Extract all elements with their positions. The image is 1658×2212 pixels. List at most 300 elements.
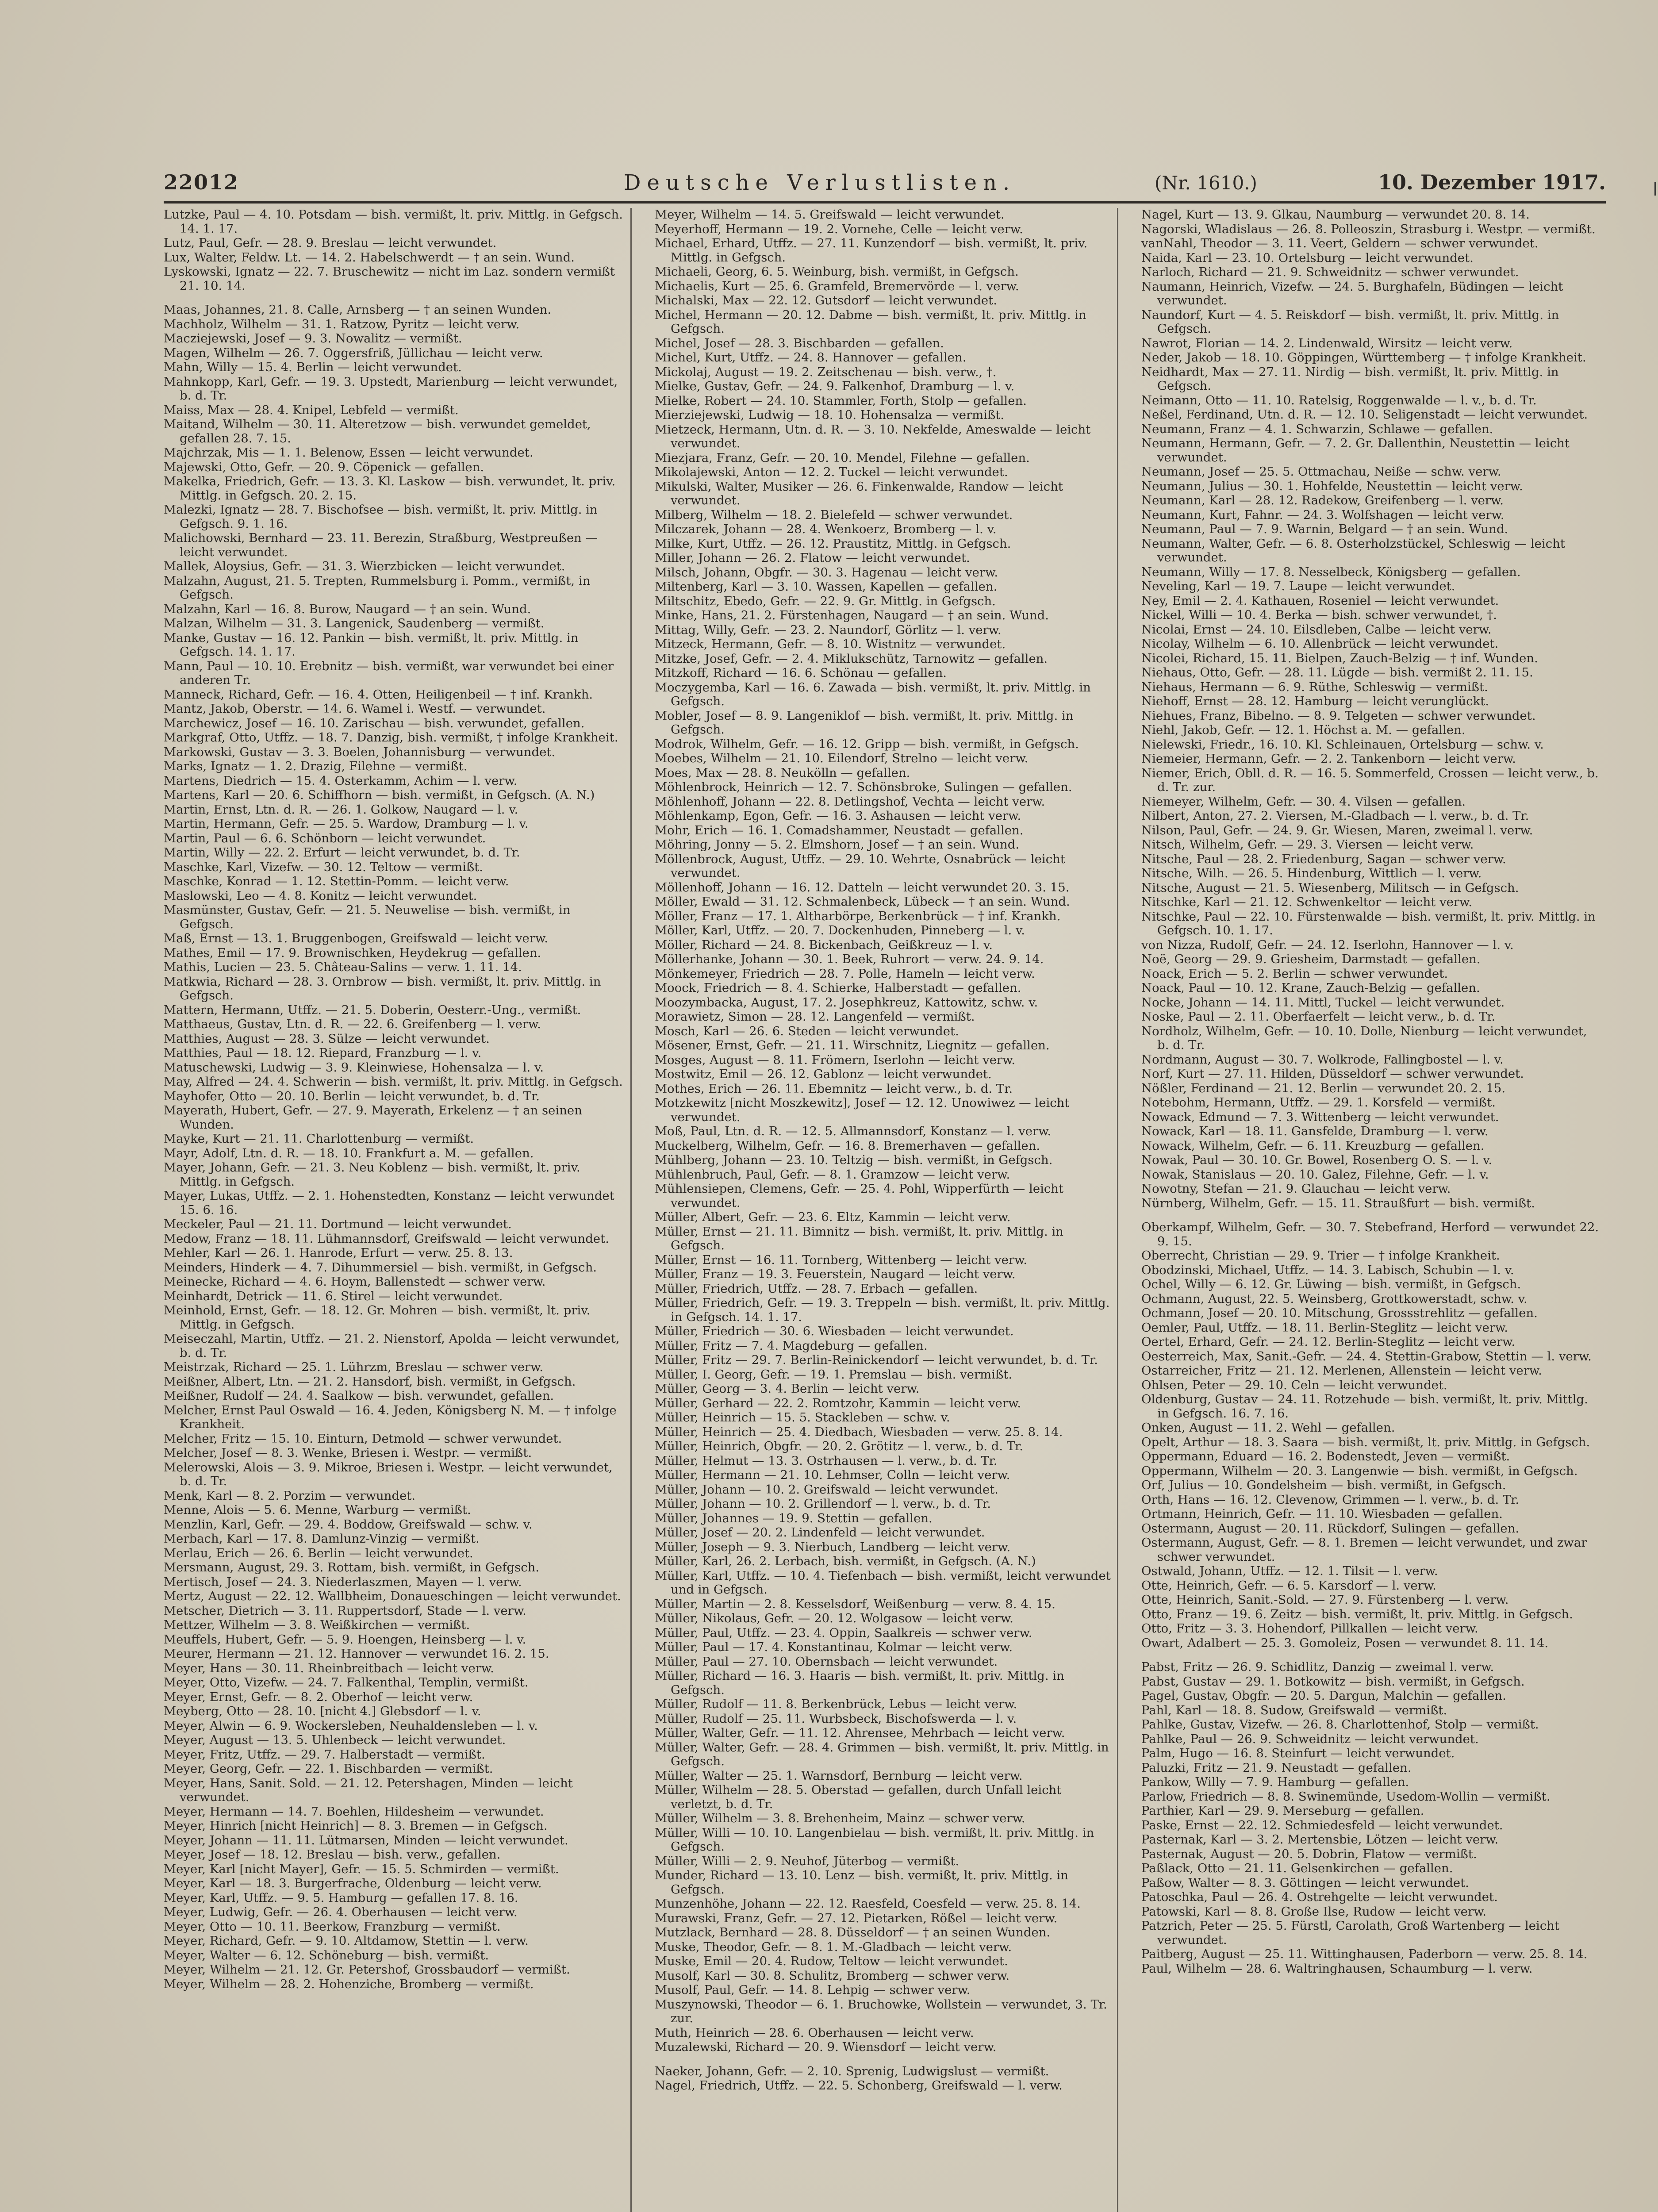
casualty-entry: Matthaeus, Gustav, Ltn. d. R. — 22. 6. Greifenberg — l. verw.: [164, 1017, 541, 1031]
casualty-entry: Oppermann, Eduard — 16. 2. Bodenstedt, Jeven — vermißt.: [1141, 1449, 1510, 1463]
casualty-entry: Naeker, Johann, Gefr. — 2. 10. Sprenig, Ludwigslust — vermißt.: [655, 2064, 1049, 2078]
page-header: [164, 170, 1606, 204]
casualty-entry: Müller, Gerhard — 22. 2. Romtzohr, Kammin — leicht verw.: [655, 1396, 1021, 1410]
casualty-entry: Naida, Karl — 23. 10. Ortelsburg — leicht verwundet.: [1141, 250, 1474, 265]
casualty-entry: Muckelberg, Wilhelm, Gefr. — 16. 8. Bremerhaven — gefallen.: [655, 1138, 1040, 1153]
casualty-entry: Mosges, August — 8. 11. Frömern, Iserlohn — leicht verw.: [655, 1052, 1016, 1067]
casualty-entry: Mallek, Aloysius, Gefr. — 31. 3. Wierzbicken — leicht verwundet.: [164, 559, 565, 573]
casualty-entry: Müller, Heinrich — 15. 5. Stackleben — schw. v.: [655, 1410, 950, 1425]
casualty-entry: Ochmann, August, 22. 5. Weinsberg, Grottkowerstadt, schw. v.: [1141, 1291, 1528, 1306]
casualty-entry: Meißner, Rudolf — 24. 4. Saalkow — bish. verwundet, gefallen.: [164, 1389, 554, 1403]
page-number: 22012: [164, 170, 239, 194]
casualty-entry: Möllenhoff, Johann — 16. 12. Datteln — leicht verwundet 20. 3. 15.: [655, 880, 1070, 895]
casualty-entry: Müller, I. Georg, Gefr. — 19. 1. Premslau — bish. vermißt.: [655, 1367, 1013, 1382]
casualty-entry: Pahl, Karl — 18. 8. Sudow, Greifswald — vermißt.: [1141, 1703, 1447, 1717]
casualty-entry: Möller, Ewald — 31. 12. Schmalenbeck, Lübeck — † an sein. Wund.: [655, 895, 1070, 909]
casualty-entry: Orf, Julius — 10. Gondelsheim — bish. vermißt, in Gefgsch.: [1141, 1478, 1506, 1492]
casualty-entry: Meyer, Josef — 18. 12. Breslau — bish. verw., gefallen.: [164, 1847, 501, 1862]
section-gap: [164, 293, 624, 303]
casualty-entry: Möller, Karl, Utffz. — 20. 7. Dockenhuden, Pinneberg — l. v.: [655, 923, 1025, 937]
casualty-entry: Oldenburg, Gustav — 24. 11. Rotzehude — bish. vermißt, lt. priv. Mittlg. in Gefgsch. 16. 7. 16.: [1141, 1392, 1588, 1421]
casualty-entry: Möhlenbrock, Heinrich — 12. 7. Schönsbroke, Sulingen — gefallen.: [655, 780, 1072, 794]
casualty-entry: Mersmann, August, 29. 3. Rottam, bish. vermißt, in Gefgsch.: [164, 1560, 540, 1575]
casualty-entry: Mathis, Lucien — 23. 5. Château-Salins — verw. 1. 11. 14.: [164, 960, 522, 974]
casualty-entry: Meyer, Hans — 30. 11. Rheinbreitbach — leicht verw.: [164, 1661, 494, 1675]
casualty-entry: Nocke, Johann — 14. 11. Mittl, Tuckel — leicht verwundet.: [1141, 995, 1505, 1010]
casualty-entry: Patowski, Karl — 8. 8. Große Ilse, Rudow — leicht verw.: [1141, 1904, 1487, 1919]
casualty-entry: Neumann, Kurt, Fahnr. — 24. 3. Wolfshagen — leicht verw.: [1141, 507, 1504, 522]
casualty-entry: Munder, Richard — 13. 10. Lenz — bish. vermißt, lt. priv. Mittlg. in Gefgsch.: [655, 1868, 1068, 1897]
casualty-entry: Mobler, Josef — 8. 9. Langeniklof — bish. vermißt, lt. priv. Mittlg. in Gefgsch.: [655, 708, 1074, 737]
casualty-entry: Mattern, Hermann, Utffz. — 21. 5. Doberin, Oesterr.-Ung., vermißt.: [164, 1002, 581, 1017]
casualty-entry: Meißner, Albert, Ltn. — 21. 2. Hansdorf, bish. vermißt, in Gefgsch.: [164, 1374, 576, 1389]
casualty-entry: Müller, Josef — 20. 2. Lindenfeld — leicht verwundet.: [655, 1525, 985, 1540]
casualty-entry: Mothes, Erich — 26. 11. Ebemnitz — leicht verw., b. d. Tr.: [655, 1081, 1013, 1096]
casualty-entry: Mosch, Karl — 26. 6. Steden — leicht verwundet.: [655, 1024, 959, 1038]
casualty-entry: Meyer, Johann — 11. 11. Lütmarsen, Minden — leicht verwundet.: [164, 1833, 568, 1847]
casualty-entry: Noë, Georg — 29. 9. Griesheim, Darmstadt — gefallen.: [1141, 952, 1481, 966]
casualty-entry: Parthier, Karl — 29. 9. Merseburg — gefallen.: [1141, 1804, 1424, 1818]
casualty-entry: Nitschke, Karl — 21. 12. Schwenkeltor — leicht verw.: [1141, 895, 1473, 909]
casualty-entry: Maiss, Max — 28. 4. Knipel, Lebfeld — vermißt.: [164, 403, 459, 417]
casualty-entry: Möllenbrock, August, Utffz. — 29. 10. Wehrte, Osnabrück — leicht verwundet.: [655, 852, 1065, 880]
casualty-entry: Modrok, Wilhelm, Gefr. — 16. 12. Gripp — bish. vermißt, in Gefgsch.: [655, 737, 1079, 751]
casualty-entry: Paul, Wilhelm — 28. 6. Waltringhausen, Schaumburg — l. verw.: [1141, 1961, 1533, 1976]
casualty-entry: Mielke, Robert — 24. 10. Stammler, Forth, Stolp — gefallen.: [655, 393, 1027, 408]
casualty-entry: Malzahn, August, 21. 5. Trepten, Rummelsburg i. Pomm., vermißt, in Gefgsch.: [164, 573, 591, 602]
casualty-entry: Müller, Ernst — 21. 11. Bimnitz — bish. vermißt, lt. priv. Mittlg. in Gefgsch.: [655, 1224, 1063, 1252]
casualty-entry: Pabst, Gustav — 29. 1. Botkowitz — bish. vermißt, in Gefgsch.: [1141, 1674, 1525, 1689]
casualty-entry: Müller, Johann — 10. 2. Grillendorf — l. verw., b. d. Tr.: [655, 1497, 991, 1511]
casualty-entry: Müller, Fritz — 7. 4. Magdeburg — gefallen.: [655, 1338, 928, 1353]
casualty-entry: Magen, Wilhelm — 26. 7. Oggersfriß, Jüllichau — leicht verw.: [164, 346, 543, 360]
casualty-entry: Paßow, Walter — 8. 3. Göttingen — leicht verwundet.: [1141, 1875, 1469, 1890]
casualty-entry: Muske, Theodor, Gefr. — 8. 1. M.-Gladbach — leicht verw.: [655, 1939, 1012, 1954]
casualty-entry: Matthies, August — 28. 3. Sülze — leicht verwundet.: [164, 1031, 490, 1046]
casualty-entry: Medow, Franz — 18. 11. Lühmannsdorf, Greifswald — leicht verwundet.: [164, 1231, 609, 1246]
casualty-entry: Meiseczahl, Martin, Utffz. — 21. 2. Nienstorf, Apolda — leicht verwundet, b. d. Tr.: [164, 1332, 620, 1360]
casualty-entry: Pahlke, Gustav, Vizefw. — 26. 8. Charlottenhof, Stolp — vermißt.: [1141, 1717, 1539, 1732]
casualty-entry: vanNahl, Theodor — 3. 11. Veert, Geldern — schwer verwundet.: [1141, 236, 1539, 250]
casualty-entry: Meyer, Hans, Sanit. Sold. — 21. 12. Petershagen, Minden — leicht verwundet.: [164, 1776, 573, 1804]
casualty-entry: Ostermann, August — 20. 11. Rückdorf, Sulingen — gefallen.: [1141, 1521, 1520, 1536]
casualty-entry: Meuffels, Hubert, Gefr. — 5. 9. Hoengen, Heinsberg — l. v.: [164, 1632, 526, 1647]
casualty-entry: Müller, Friedrich — 30. 6. Wiesbaden — leicht verwundet.: [655, 1324, 1014, 1338]
casualty-entry: Nagel, Friedrich, Utffz. — 22. 5. Schonberg, Greifswald — l. verw.: [655, 2078, 1063, 2093]
casualty-entry: Nitsche, Wilh. — 26. 5. Hindenburg, Wittlich — l. verw.: [1141, 866, 1482, 880]
casualty-entry: Müller, Franz — 19. 3. Feuerstein, Naugard — leicht verw.: [655, 1267, 1016, 1281]
casualty-entry: Masmünster, Gustav, Gefr. — 21. 5. Neuwelise — bish. vermißt, in Gefgsch.: [164, 903, 571, 931]
casualty-entry: Miltenberg, Karl — 3. 10. Wassen, Kapellen — gefallen.: [655, 580, 998, 594]
casualty-entry: Owart, Adalbert — 25. 3. Gomoleiz, Posen — verwundet 8. 11. 14.: [1141, 1636, 1549, 1650]
casualty-entry: Mayer, Lukas, Utffz. — 2. 1. Hohenstedten, Konstanz — leicht verwundet 15. 6. 16.: [164, 1189, 614, 1217]
casualty-entry: Muzalewski, Richard — 20. 9. Wiensdorf — leicht verw.: [655, 2040, 997, 2054]
casualty-entry: Müller, Rudolf — 11. 8. Berkenbrück, Lebus — leicht verw.: [655, 1697, 1017, 1711]
casualty-entry: Meyer, Richard, Gefr. — 9. 10. Altdamow, Stettin — l. verw.: [164, 1934, 529, 1948]
casualty-entry: Michel, Kurt, Utffz. — 24. 8. Hannover — gefallen.: [655, 350, 967, 365]
casualty-entry: Nitsche, August — 21. 5. Wiesenberg, Militsch — in Gefgsch.: [1141, 880, 1519, 895]
casualty-entry: Menzlin, Karl, Gefr. — 29. 4. Boddow, Greifswald — schw. v.: [164, 1517, 533, 1532]
casualty-entry: Neßel, Ferdinand, Utn. d. R. — 12. 10. Seligenstadt — leicht verwundet.: [1141, 407, 1588, 422]
casualty-entry: Müller, Martin — 2. 8. Kesselsdorf, Weißenburg — verw. 8. 4. 15.: [655, 1597, 1055, 1611]
casualty-entry: May, Alfred — 24. 4. Schwerin — bish. vermißt, lt. priv. Mittlg. in Gefgsch.: [164, 1075, 623, 1089]
casualty-entry: Muth, Heinrich — 28. 6. Oberhausen — leicht verw.: [655, 2025, 974, 2040]
casualty-entry: Ortmann, Heinrich, Gefr. — 11. 10. Wiesbaden — gefallen.: [1141, 1507, 1503, 1521]
casualty-entry: Nicolei, Richard, 15. 11. Bielpen, Zauch-Belzig — † inf. Wunden.: [1141, 651, 1538, 665]
casualty-entry: Minke, Hans, 21. 2. Fürstenhagen, Naugard — † an sein. Wund.: [655, 608, 1049, 622]
casualty-entry: Macziejewski, Josef — 9. 3. Nowalitz — vermißt.: [164, 331, 462, 346]
casualty-entry: Meyer, Karl — 18. 3. Burgerfrache, Oldenburg — leicht verw.: [164, 1876, 542, 1890]
casualty-entry: Maitand, Wilhelm — 30. 11. Alteretzow — bish. verwundet gemeldet, gefallen 28. 7. 15.: [164, 417, 591, 445]
casualty-entry: Nitschke, Paul — 22. 10. Fürstenwalde — bish. vermißt, lt. priv. Mittlg. in Gefgsch. 10. 1. 17.: [1141, 909, 1596, 937]
casualty-entry: Lutzke, Paul — 4. 10. Potsdam — bish. vermißt, lt. priv. Mittlg. in Gefgsch. 14. 1. 17.: [164, 208, 623, 236]
casualty-entry: Nitsch, Wilhelm, Gefr. — 29. 3. Viersen — leicht verw.: [1141, 837, 1474, 852]
casualty-entry: Meyer, Hinrich [nicht Heinrich] — 8. 3. Bremen — in Gefgsch.: [164, 1819, 548, 1833]
casualty-entry: Niehoff, Ernst — 28. 12. Hamburg — leicht verunglückt.: [1141, 694, 1489, 708]
casualty-entry: Manke, Gustav — 16. 12. Pankin — bish. vermißt, lt. priv. Mittlg. in Gefgsch. 14. 1. 17.: [164, 630, 579, 659]
casualty-entry: Meinders, Hinderk — 4. 7. Dihummersiel — bish. vermißt, in Gefgsch.: [164, 1260, 597, 1275]
casualty-entry: Michaeli, Georg, 6. 5. Weinburg, bish. vermißt, in Gefgsch.: [655, 265, 1019, 279]
casualty-entry: Munzenhöhe, Johann — 22. 12. Raesfeld, Coesfeld — verw. 25. 8. 14.: [655, 1897, 1081, 1911]
casualty-entry: Neumann, Julius — 30. 1. Hohfelde, Neustettin — leicht verw.: [1141, 479, 1523, 493]
casualty-entry: Lyskowski, Ignatz — 22. 7. Bruschewitz — nicht im Laz. sondern vermißt 21. 10. 14.: [164, 265, 615, 293]
casualty-entry: Michael, Erhard, Utffz. — 27. 11. Kunzendorf — bish. vermißt, lt. priv. Mittlg. in Gefgsch.: [655, 236, 1088, 265]
casualty-entry: Meinhardt, Detrick — 11. 6. Stirel — leicht verwundet.: [164, 1289, 503, 1303]
casualty-entry: Müller, Helmut — 13. 3. Ostrhausen — l. verw., b. d. Tr.: [655, 1453, 998, 1468]
casualty-entry: Michalski, Max — 22. 12. Gutsdorf — leicht verwundet.: [655, 293, 997, 307]
casualty-entry: Moozymbacka, August, 17. 2. Josephkreuz, Kattowitz, schw. v.: [655, 995, 1038, 1010]
casualty-entry: Malezki, Ignatz — 28. 7. Bischofsee — bish. vermißt, lt. priv. Mittlg. in Gefgsch. 9. 1. 16.: [164, 503, 598, 531]
casualty-entry: Otto, Fritz — 3. 3. Hohendorf, Pillkallen — leicht verw.: [1141, 1621, 1478, 1636]
casualty-entry: Mathes, Emil — 17. 9. Brownischken, Heydekrug — gefallen.: [164, 945, 541, 960]
casualty-entry: Mutzlack, Bernhard — 28. 8. Düsseldorf — † an seinen Wunden.: [655, 1925, 1051, 1939]
casualty-entry: Müller, Walter, Gefr. — 11. 12. Ahrensee, Mehrbach — leicht verw.: [655, 1726, 1065, 1740]
casualty-entry: Menk, Karl — 8. 2. Porzim — verwundet.: [164, 1488, 416, 1503]
casualty-entry: Niemeier, Hermann, Gefr. — 2. 2. Tankenborn — leicht verw.: [1141, 752, 1516, 766]
casualty-entry: Mostwitz, Emil — 26. 12. Gablonz — leicht verwundet.: [655, 1067, 992, 1081]
casualty-entry: Nößler, Ferdinand — 21. 12. Berlin — verwundet 20. 2. 15.: [1141, 1081, 1506, 1095]
casualty-entry: Malzahn, Karl — 16. 8. Burow, Naugard — † an sein. Wund.: [164, 602, 531, 616]
casualty-entry: Mühlenbruch, Paul, Gefr. — 8. 1. Gramzow — leicht verw.: [655, 1167, 1010, 1182]
casualty-entry: Maschke, Konrad — 1. 12. Stettin-Pomm. — leicht verw.: [164, 874, 509, 888]
casualty-entry: Müller, Albert, Gefr. — 23. 6. Eltz, Kammin — leicht verw.: [655, 1210, 1011, 1224]
casualty-entry: Niemer, Erich, Obll. d. R. — 16. 5. Sommerfeld, Crossen — leicht verw., b. d. Tr. zur.: [1141, 766, 1599, 794]
casualty-entry: von Nizza, Rudolf, Gefr. — 24. 12. Iserlohn, Hannover — l. v.: [1141, 937, 1514, 952]
casualty-entry: Meurer, Hermann — 21. 12. Hannover — verwundet 16. 2. 15.: [164, 1647, 549, 1661]
casualty-entry: Maß, Ernst — 13. 1. Bruggenbogen, Greifswald — leicht verw.: [164, 931, 548, 945]
casualty-entry: Matthies, Paul — 18. 12. Riepard, Franzburg — l. v.: [164, 1046, 482, 1060]
casualty-entry: Pahlke, Paul — 26. 9. Schweidnitz — leicht verwundet.: [1141, 1732, 1479, 1746]
casualty-entry: Nowack, Edmund — 7. 3. Wittenberg — leicht verwundet.: [1141, 1110, 1499, 1124]
casualty-entry: Nielewski, Friedr., 16. 10. Kl. Schleinauen, Ortelsburg — schw. v.: [1141, 737, 1544, 752]
casualty-entry: Oberkampf, Wilhelm, Gefr. — 30. 7. Stebefrand, Herford — verwundet 22. 9. 15.: [1141, 1220, 1599, 1248]
casualty-entry: Melcher, Fritz — 15. 10. Einturn, Detmold — schwer verwundet.: [164, 1431, 562, 1446]
casualty-entry: Meinecke, Richard — 4. 6. Hoym, Ballenstedt — schwer verw.: [164, 1275, 546, 1289]
casualty-entry: Meyer, Otto, Vizefw. — 24. 7. Falkenthal, Templin, vermißt.: [164, 1675, 529, 1690]
casualty-entry: Ostarreicher, Fritz — 21. 12. Merlenen, Allenstein — leicht verw.: [1141, 1363, 1542, 1378]
casualty-entry: Meinhold, Ernst, Gefr. — 18. 12. Gr. Mohren — bish. vermißt, lt. priv. Mittlg. in Gefgsch.: [164, 1303, 591, 1332]
casualty-entry: Mertisch, Josef — 24. 3. Niederlaszmen, Mayen — l. verw.: [164, 1575, 522, 1589]
casualty-entry: Mösener, Ernst, Gefr. — 21. 11. Wirschnitz, Liegnitz — gefallen.: [655, 1038, 1050, 1052]
casualty-entry: Mayhofer, Otto — 20. 10. Berlin — leicht verwundet, b. d. Tr.: [164, 1089, 540, 1103]
casualty-entry: Markgraf, Otto, Utffz. — 18. 7. Danzig, bish. vermißt, † infolge Krankheit.: [164, 730, 618, 745]
casualty-entry: Morawietz, Simon — 28. 12. Langenfeld — vermißt.: [655, 1010, 975, 1024]
column-2: [655, 208, 1115, 2212]
casualty-entry: Müller, Georg — 3. 4. Berlin — leicht verw.: [655, 1382, 920, 1396]
casualty-entry: Moß, Paul, Ltn. d. R. — 12. 5. Allmannsdorf, Konstanz — l. verw.: [655, 1124, 1052, 1138]
casualty-entry: Milke, Kurt, Utffz. — 26. 12. Praustitz, Mittlg. in Gefgsch.: [655, 536, 1011, 551]
casualty-entry: Maas, Johannes, 21. 8. Calle, Arnsberg — † an seinen Wunden.: [164, 303, 552, 317]
casualty-entry: Mantz, Jakob, Oberstr. — 14. 6. Wamel i. Westf. — verwundet.: [164, 702, 546, 716]
casualty-entry: Nilbert, Anton, 27. 2. Viersen, M.-Gladbach — l. verw., b. d. Tr.: [1141, 809, 1529, 823]
casualty-entry: Niehl, Jakob, Gefr. — 12. 1. Höchst a. M. — gefallen.: [1141, 723, 1466, 737]
casualty-entry: Nilson, Paul, Gefr. — 24. 9. Gr. Wiesen, Maren, zweimal l. verw.: [1141, 823, 1533, 837]
casualty-entry: Nowack, Karl — 18. 11. Gansfelde, Dramburg — l. verw.: [1141, 1124, 1489, 1138]
casualty-entry: Pankow, Willy — 7. 9. Hamburg — gefallen.: [1141, 1775, 1409, 1789]
casualty-entry: Onken, August — 11. 2. Wehl — gefallen.: [1141, 1421, 1395, 1435]
casualty-entry: Otte, Heinrich, Gefr. — 6. 5. Karsdorf — l. verw.: [1141, 1578, 1436, 1593]
casualty-entry: Ochel, Willy — 6. 12. Gr. Lüwing — bish. vermißt, in Gefgsch.: [1141, 1277, 1521, 1291]
casualty-entry: Müller, Ernst — 16. 11. Tornberg, Wittenberg — leicht verw.: [655, 1252, 1028, 1267]
casualty-entry: Paitberg, August — 25. 11. Wittinghausen, Paderborn — verw. 25. 8. 14.: [1141, 1947, 1588, 1961]
casualty-entry: Müller, Richard — 16. 3. Haaris — bish. vermißt, lt. priv. Mittlg. in Gefgsch.: [655, 1669, 1064, 1697]
casualty-entry: Niehues, Franz, Bibelno. — 8. 9. Telgeten — schwer verwundet.: [1141, 708, 1536, 723]
casualty-entry: Möller, Franz — 17. 1. Altharbörpe, Berkenbrück — † inf. Krankh.: [655, 909, 1061, 923]
casualty-entry: Marks, Ignatz — 1. 2. Drazig, Filehne — vermißt.: [164, 759, 468, 773]
section-gap: [655, 2055, 1115, 2065]
casualty-entry: Oberrecht, Christian — 29. 9. Trier — † infolge Krankheit.: [1141, 1248, 1500, 1263]
casualty-entry: Neveling, Karl — 19. 7. Laupe — leicht verwundet.: [1141, 579, 1455, 593]
casualty-entry: Palm, Hugo — 16. 8. Steinfurt — leicht verwundet.: [1141, 1746, 1455, 1760]
casualty-entry: Müller, Nikolaus, Gefr. — 20. 12. Wolgasow — leicht verw.: [655, 1611, 1013, 1625]
casualty-entry: Oppermann, Wilhelm — 20. 3. Langenwie — bish. vermißt, in Gefgsch.: [1141, 1463, 1578, 1478]
casualty-entry: Majchrzak, Mis — 1. 1. Belenow, Essen — leicht verwundet.: [164, 445, 533, 460]
casualty-entry: Paluzki, Fritz — 21. 9. Neustadt — gefallen.: [1141, 1760, 1412, 1775]
casualty-entry: Ochmann, Josef — 20. 10. Mitschung, Grossstrehlitz — gefallen.: [1141, 1306, 1538, 1320]
casualty-entry: Neimann, Otto — 11. 10. Ratelsig, Roggenwalde — l. v., b. d. Tr.: [1141, 393, 1537, 407]
casualty-columns: [164, 208, 1606, 2212]
casualty-entry: Möhlenkamp, Egon, Gefr. — 16. 3. Ashausen — leicht verw.: [655, 809, 1021, 823]
casualty-entry: Meistrzak, Richard — 25. 1. Lührzm, Breslau — schwer verw.: [164, 1360, 544, 1374]
casualty-entry: Neumann, Franz — 4. 1. Schwarzin, Schlawe — gefallen.: [1141, 422, 1493, 436]
casualty-entry: Lutz, Paul, Gefr. — 28. 9. Breslau — leicht verwundet.: [164, 236, 497, 250]
casualty-entry: Meyer, Wilhelm — 21. 12. Gr. Petershof, Grossbaudorf — vermißt.: [164, 1962, 570, 1977]
section-gap: [1141, 1211, 1601, 1221]
casualty-entry: Murawski, Franz, Gefr. — 27. 12. Pietarken, Rößel — leicht verw.: [655, 1911, 1058, 1925]
margin-mark: [1654, 182, 1656, 196]
casualty-entry: Meyer, August — 13. 5. Uhlenbeck — leicht verwundet.: [164, 1733, 506, 1747]
section-gap: [1141, 1651, 1601, 1660]
casualty-entry: Mehler, Karl — 26. 1. Hanrode, Erfurt — verw. 25. 8. 13.: [164, 1246, 513, 1260]
casualty-entry: Neder, Jakob — 18. 10. Göppingen, Württemberg — † infolge Krankheit.: [1141, 350, 1586, 365]
casualty-entry: Makelka, Friedrich, Gefr. — 13. 3. Kl. Laskow — bish. verwundet, lt. priv. Mittlg. in Gefgsch. 20. 2. 15.: [164, 474, 616, 503]
casualty-entry: Otte, Heinrich, Sanit.-Sold. — 27. 9. Fürstenberg — l. verw.: [1141, 1593, 1509, 1607]
casualty-entry: Pabst, Fritz — 26. 9. Schidlitz, Danzig — zweimal l. verw.: [1141, 1660, 1494, 1674]
casualty-entry: Parlow, Friedrich — 8. 8. Swinemünde, Usedom-Wollin — vermißt.: [1141, 1789, 1551, 1804]
casualty-entry: Otto, Franz — 19. 6. Zeitz — bish. vermißt, lt. priv. Mittlg. in Gefgsch.: [1141, 1607, 1573, 1621]
casualty-entry: Mettzer, Wilhelm — 3. 8. Weißkirchen — vermißt.: [164, 1618, 470, 1632]
casualty-entry: Mühlberg, Johann — 23. 10. Teltzig — bish. vermißt, in Gefgsch.: [655, 1153, 1053, 1167]
casualty-entry: Michel, Hermann — 20. 12. Dabme — bish. vermißt, lt. priv. Mittlg. in Gefgsch.: [655, 307, 1086, 336]
casualty-entry: Möhlenhoff, Johann — 22. 8. Detlingshof, Vechta — leicht verw.: [655, 794, 1045, 809]
casualty-entry: Ney, Emil — 2. 4. Kathauen, Roseniel — leicht verwundet.: [1141, 593, 1499, 608]
casualty-entry: Müller, Friedrich, Gefr. — 19. 3. Treppeln — bish. vermißt, lt. priv. Mittlg. in Gefgsch. 14. 1. 17.: [655, 1296, 1110, 1324]
casualty-entry: Nowak, Stanislaus — 20. 10. Galez, Filehne, Gefr. — l. v.: [1141, 1167, 1489, 1182]
casualty-entry: Neumann, Willy — 17. 8. Nesselbeck, Königsberg — gefallen.: [1141, 565, 1521, 579]
casualty-entry: Mayerath, Hubert, Gefr. — 27. 9. Mayerath, Erkelenz — † an seinen Wunden.: [164, 1103, 582, 1132]
casualty-entry: Neumann, Josef — 25. 5. Ottmachau, Neiße — schw. verw.: [1141, 465, 1501, 479]
casualty-entry: Mikolajewski, Anton — 12. 2. Tuckel — leicht verwundet.: [655, 465, 1008, 479]
casualty-entry: Müller, Wilhelm — 28. 5. Oberstad — gefallen, durch Unfall leicht verletzt, b. d. Tr.: [655, 1783, 1062, 1811]
casualty-entry: Melerowski, Alois — 3. 9. Mikroe, Briesen i. Westpr. — leicht verwundet, b. d. Tr.: [164, 1460, 613, 1488]
casualty-entry: Milczarek, Johann — 28. 4. Wenkoerz, Bromberg — l. v.: [655, 522, 997, 536]
casualty-entry: Martens, Diedrich — 15. 4. Osterkamm, Achim — l. verw.: [164, 773, 518, 788]
casualty-entry: Naumann, Heinrich, Vizefw. — 24. 5. Burghafeln, Büdingen — leicht verwundet.: [1141, 279, 1563, 307]
casualty-entry: Müller, Joseph — 9. 3. Nierbuch, Landberg — leicht verw.: [655, 1540, 1011, 1554]
casualty-entry: Niehaus, Otto, Gefr. — 28. 11. Lügde — bish. vermißt 2. 11. 15.: [1141, 665, 1533, 680]
casualty-entry: Malichowski, Bernhard — 23. 11. Berezin, Straßburg, Westpreußen — leicht verwundet.: [164, 531, 598, 559]
casualty-entry: Mayer, Johann, Gefr. — 21. 3. Neu Koblenz — bish. vermißt, lt. priv. Mittlg. in Gefgsch.: [164, 1160, 580, 1189]
casualty-entry: Matuschewski, Ludwig — 3. 9. Kleinwiese, Hohensalza — l. v.: [164, 1060, 544, 1075]
casualty-entry: Miller, Johann — 26. 2. Flatow — leicht verwundet.: [655, 551, 970, 565]
casualty-entry: Malzan, Wilhelm — 31. 3. Langenick, Saudenberg — vermißt.: [164, 616, 545, 630]
casualty-entry: Martens, Karl — 20. 6. Schiffhorn — bish. vermißt, in Gefgsch. (A. N.): [164, 788, 595, 802]
casualty-entry: Patoschka, Paul — 26. 4. Ostrehgelte — leicht verwundet.: [1141, 1890, 1498, 1904]
casualty-entry: Mickolaj, August — 19. 2. Zeitschenau — bish. verw., †.: [655, 365, 997, 379]
casualty-entry: Müller, Paul — 27. 10. Obernsbach — leicht verwundet.: [655, 1654, 998, 1669]
casualty-entry: Nagorski, Wladislaus — 26. 8. Polleoszin, Strasburg i. Westpr. — vermißt.: [1141, 222, 1596, 236]
casualty-entry: Majewski, Otto, Gefr. — 20. 9. Cöpenick — gefallen.: [164, 460, 484, 474]
casualty-entry: Nowotny, Stefan — 21. 9. Glauchau — leicht verw.: [1141, 1182, 1451, 1196]
casualty-entry: Müller, Wilhelm — 3. 8. Brehenheim, Mainz — schwer verw.: [655, 1811, 1025, 1825]
casualty-entry: Pasternak, August — 20. 5. Dobrin, Flatow — vermißt.: [1141, 1847, 1477, 1861]
casualty-entry: Müller, Heinrich — 25. 4. Diedbach, Wiesbaden — verw. 25. 8. 14.: [655, 1425, 1063, 1439]
casualty-entry: Meyer, Walter — 6. 12. Schöneburg — bish. vermißt.: [164, 1948, 489, 1962]
casualty-entry: Mann, Paul — 10. 10. Erebnitz — bish. vermißt, war verwundet bei einer anderen Tr.: [164, 659, 614, 687]
casualty-entry: Meyer, Wilhelm — 28. 2. Hohenziche, Bromberg — vermißt.: [164, 1977, 534, 1991]
casualty-entry: Mönkemeyer, Friedrich — 28. 7. Polle, Hameln — leicht verw.: [655, 966, 1035, 981]
casualty-entry: Mitzkoff, Richard — 16. 6. Schönau — gefallen.: [655, 666, 947, 680]
casualty-entry: Martin, Willy — 22. 2. Erfurt — leicht verwundet, b. d. Tr.: [164, 845, 520, 860]
casualty-entry: Maslowski, Leo — 4. 8. Konitz — leicht verwundet.: [164, 888, 477, 903]
casualty-entry: Miezjara, Franz, Gefr. — 20. 10. Mendel, Filehne — gefallen.: [655, 450, 1030, 465]
casualty-entry: Mikulski, Walter, Musiker — 26. 6. Finkenwalde, Randow — leicht verwundet.: [655, 479, 1063, 507]
casualty-entry: Moes, Max — 28. 8. Neukölln — gefallen.: [655, 765, 910, 780]
casualty-entry: Nowack, Wilhelm, Gefr. — 6. 11. Kreuzburg — gefallen.: [1141, 1138, 1485, 1153]
casualty-entry: Niemeyer, Wilhelm, Gefr. — 30. 4. Vilsen — gefallen.: [1141, 794, 1466, 809]
casualty-entry: Müller, Walter, Gefr. — 28. 4. Grimmen — bish. vermißt, lt. priv. Mittlg. in Gefgsch.: [655, 1740, 1109, 1768]
casualty-entry: Müller, Rudolf — 25. 11. Wurbsbeck, Bischofswerda — l. v.: [655, 1711, 1017, 1726]
casualty-entry: Meyer, Ludwig, Gefr. — 26. 4. Oberhausen — leicht verw.: [164, 1905, 518, 1919]
casualty-entry: Meyer, Karl, Utffz. — 9. 5. Hamburg — gefallen 17. 8. 16.: [164, 1890, 518, 1905]
casualty-entry: Neumann, Walter, Gefr. — 6. 8. Osterholzstückel, Schleswig — leicht verwundet.: [1141, 536, 1565, 565]
casualty-entry: Merlau, Erich — 26. 6. Berlin — leicht verwundet.: [164, 1546, 473, 1560]
casualty-entry: Mitzeck, Hermann, Gefr. — 8. 10. Wistnitz — verwundet.: [655, 637, 1006, 651]
casualty-entry: Nitsche, Paul — 28. 2. Friedenburg, Sagan — schwer verw.: [1141, 852, 1506, 866]
casualty-entry: Nicolai, Ernst — 24. 10. Eilsdleben, Calbe — leicht verw.: [1141, 622, 1492, 637]
casualty-entry: Müller, Karl, 26. 2. Lerbach, bish. vermißt, in Gefgsch. (A. N.): [655, 1554, 1036, 1568]
casualty-entry: Martin, Paul — 6. 6. Schönborn — leicht verwundet.: [164, 831, 486, 845]
casualty-entry: Mahnkopp, Karl, Gefr. — 19. 3. Upstedt, Marienburg — leicht verwundet, b. d. Tr.: [164, 374, 618, 403]
casualty-entry: Muske, Emil — 20. 4. Rudow, Teltow — leicht verwundet.: [655, 1954, 1008, 1968]
casualty-entry: Nürnberg, Wilhelm, Gefr. — 15. 11. Straußfurt — bish. vermißt.: [1141, 1196, 1535, 1210]
casualty-entry: Marchewicz, Josef — 16. 10. Zarischau — bish. verwundet, gefallen.: [164, 716, 585, 730]
casualty-entry: Moczygemba, Karl — 16. 6. Zawada — bish. vermißt, lt. priv. Mittlg. in Gefgsch.: [655, 680, 1091, 708]
casualty-entry: Pasternak, Karl — 3. 2. Mertensbie, Lötzen — leicht verw.: [1141, 1832, 1499, 1847]
casualty-entry: Mühlensiepen, Clemens, Gefr. — 25. 4. Pohl, Wipperfürth — leicht verwundet.: [655, 1182, 1064, 1210]
casualty-entry: Milsch, Johann, Obgfr. — 30. 3. Hagenau — leicht verw.: [655, 565, 998, 580]
casualty-entry: Müller, Friedrich, Utffz. — 28. 7. Erbach — gefallen.: [655, 1281, 978, 1296]
casualty-entry: Meyerhoff, Hermann — 19. 2. Vornehe, Celle — leicht verw.: [655, 222, 1023, 236]
casualty-entry: Müller, Paul — 17. 4. Konstantinau, Kolmar — leicht verw.: [655, 1640, 1013, 1654]
publication-title: Deutsche Verlustlisten.: [624, 170, 1016, 195]
casualty-entry: Müller, Karl, Utffz. — 10. 4. Tiefenbach — bish. vermißt, leicht verwundet und in Gefgsch.: [655, 1568, 1111, 1597]
casualty-entry: Möller, Richard — 24. 8. Bickenbach, Geißkreuz — l. v.: [655, 937, 993, 952]
casualty-entry: Obodzinski, Michael, Utffz. — 14. 3. Labisch, Schubin — l. v.: [1141, 1263, 1514, 1277]
casualty-entry: Neumann, Hermann, Gefr. — 7. 2. Gr. Dallenthin, Neustettin — leicht verwundet.: [1141, 436, 1570, 465]
casualty-entry: Mierziejewski, Ludwig — 18. 10. Hohensalza — vermißt.: [655, 408, 1005, 422]
casualty-entry: Meyer, Ernst, Gefr. — 8. 2. Oberhof — leicht verw.: [164, 1690, 473, 1704]
casualty-entry: Müller, Willi — 10. 10. Langenbielau — bish. vermißt, lt. priv. Mittlg. in Gefgsch.: [655, 1825, 1094, 1854]
casualty-entry: Pagel, Gustav, Obgfr. — 20. 5. Dargun, Malchin — gefallen.: [1141, 1689, 1506, 1703]
casualty-entry: Noack, Erich — 5. 2. Berlin — schwer verwundet.: [1141, 966, 1448, 981]
casualty-entry: Neidhardt, Max — 27. 11. Nirdig — bish. vermißt, lt. priv. Mittlg. in Gefgsch.: [1141, 365, 1559, 393]
column-1: [164, 208, 624, 2212]
casualty-entry: Oemler, Paul, Utffz. — 18. 11. Berlin-Steglitz — leicht verw.: [1141, 1320, 1508, 1335]
casualty-entry: Noack, Paul — 10. 12. Krane, Zauch-Belzig — gefallen.: [1141, 981, 1480, 995]
casualty-entry: Meyer, Otto — 10. 11. Beerkow, Franzburg — vermißt.: [164, 1919, 501, 1934]
casualty-entry: Musolf, Karl — 30. 8. Schulitz, Bromberg — schwer verw.: [655, 1968, 1010, 1983]
casualty-entry: Martin, Ernst, Ltn. d. R. — 26. 1. Golkow, Naugard — l. v.: [164, 802, 518, 817]
casualty-entry: Meyer, Hermann — 14. 7. Boehlen, Hildesheim — verwundet.: [164, 1804, 544, 1819]
casualty-entry: Maschke, Karl, Vizefw. — 30. 12. Teltow — vermißt.: [164, 860, 484, 874]
casualty-entry: Nagel, Kurt — 13. 9. Glkau, Naumburg — verwundet 20. 8. 14.: [1141, 208, 1530, 222]
casualty-entry: Müller, Walter — 25. 1. Warnsdorf, Bernburg — leicht verw.: [655, 1768, 1023, 1783]
casualty-entry: Möllerhanke, Johann — 30. 1. Beek, Ruhrort — verw. 24. 9. 14.: [655, 952, 1044, 966]
casualty-entry: Paßlack, Otto — 21. 11. Gelsenkirchen — gefallen.: [1141, 1861, 1453, 1875]
casualty-entry: Martin, Hermann, Gefr. — 25. 5. Wardow, Dramburg — l. v.: [164, 817, 529, 831]
casualty-entry: Naundorf, Kurt — 4. 5. Reiskdorf — bish. vermißt, lt. priv. Mittlg. in Gefgsch.: [1141, 307, 1559, 336]
column-3: [1141, 208, 1601, 2212]
casualty-entry: Machholz, Wilhelm — 31. 1. Ratzow, Pyritz — leicht verw.: [164, 317, 520, 331]
casualty-entry: Müller, Johann — 10. 2. Greifswald — leicht verwundet.: [655, 1482, 999, 1497]
casualty-entry: Müller, Paul, Utffz. — 23. 4. Oppin, Saalkreis — schwer verw.: [655, 1625, 1032, 1640]
casualty-entry: Patzrich, Peter — 25. 5. Fürstl, Carolath, Groß Wartenberg — leicht verwundet.: [1141, 1919, 1560, 1947]
casualty-entry: Oertel, Erhard, Gefr. — 24. 12. Berlin-Steglitz — leicht verw.: [1141, 1335, 1516, 1349]
casualty-entry: Mayr, Adolf, Ltn. d. R. — 18. 10. Frankfurt a. M. — gefallen.: [164, 1146, 534, 1160]
casualty-entry: Ostwald, Johann, Utffz. — 12. 1. Tilsit — l. verw.: [1141, 1564, 1438, 1578]
casualty-entry: Paske, Ernst — 22. 12. Schmiedesfeld — leicht verwundet.: [1141, 1818, 1503, 1832]
casualty-entry: Müller, Fritz — 29. 7. Berlin-Reinickendorf — leicht verwundet, b. d. Tr.: [655, 1353, 1098, 1367]
casualty-entry: Miltschitz, Ebedo, Gefr. — 22. 9. Gr. Mittlg. in Gefgsch.: [655, 594, 996, 608]
casualty-entry: Nowak, Paul — 30. 10. Gr. Bowel, Rosenberg O. S. — l. v.: [1141, 1153, 1493, 1167]
casualty-entry: Michel, Josef — 28. 3. Bischbarden — gefallen.: [655, 336, 944, 350]
casualty-entry: Motzkewitz [nicht Moszkewitz], Josef — 12. 12. Unowiwez — leicht verwundet.: [655, 1096, 1070, 1124]
casualty-entry: Mittag, Willy, Gefr. — 23. 2. Naundorf, Görlitz — l. verw.: [655, 622, 1002, 637]
casualty-entry: Niehaus, Hermann — 6. 9. Rüthe, Schleswig — vermißt.: [1141, 680, 1488, 694]
casualty-entry: Neumann, Karl — 28. 12. Radekow, Greifenberg — l. verw.: [1141, 493, 1504, 507]
casualty-entry: Milberg, Wilhelm — 18. 2. Bielefeld — schwer verwundet.: [655, 507, 1013, 522]
casualty-entry: Orth, Hans — 16. 12. Clevenow, Grimmen — l. verw., b. d. Tr.: [1141, 1492, 1520, 1507]
casualty-entry: Melcher, Josef — 8. 3. Wenke, Briesen i. Westpr. — vermißt.: [164, 1446, 532, 1460]
casualty-entry: Noske, Paul — 2. 11. Oberfaerfelt — leicht verw., b. d. Tr.: [1141, 1010, 1496, 1024]
casualty-entry: Lux, Walter, Feldw. Lt. — 14. 2. Habelschwerdt — † an sein. Wund.: [164, 250, 575, 265]
casualty-entry: Möhring, Jonny — 5. 2. Elmshorn, Josef — † an sein. Wund.: [655, 837, 1020, 852]
casualty-entry: Narloch, Richard — 21. 9. Schweidnitz — schwer verwundet.: [1141, 265, 1519, 279]
casualty-entry: Moebes, Wilhelm — 21. 10. Eilendorf, Strelno — leicht verw.: [655, 751, 1029, 765]
casualty-entry: Mitzke, Josef, Gefr. — 2. 4. Miklukschütz, Tarnowitz — gefallen.: [655, 651, 1048, 666]
casualty-entry: Meyer, Karl [nicht Mayer], Gefr. — 15. 5. Schmirden — vermißt.: [164, 1862, 559, 1876]
